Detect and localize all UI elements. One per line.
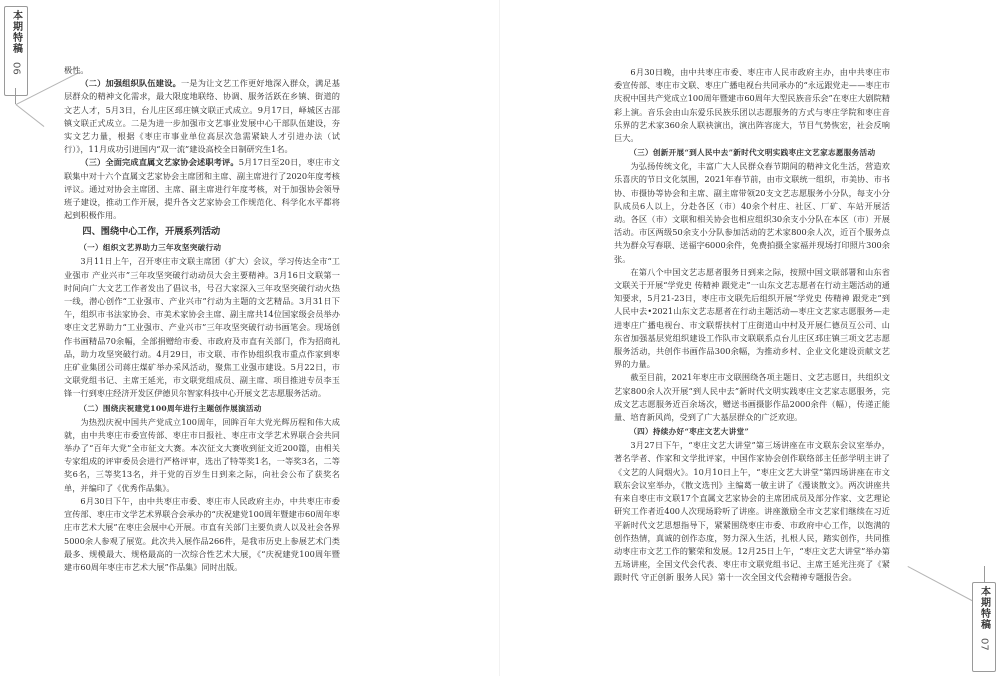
- paragraph-text: 一是为让文艺工作更好地深入群众，满足基层群众的精神文化需求，最大限度地联络、协调、服务活跃在乡镇、街道的文艺人才，5月3日，台儿庄区邳庄镇文联正式成立。9月17日，峄城区古邵镇文联正式成立。二是为进一步加强市文艺事业发展中心干部队伍建设，夯实文艺力量，根据《枣庄市事业单位高层次急需紧缺人才引进办法（试行）》，11月成功引进国内“双一流”建设高校全日制研究生1名。: [64, 78, 340, 155]
- section-tab-title: 本期特稿: [978, 586, 990, 630]
- subheading: （二）加强组织队伍建设。: [80, 78, 181, 89]
- paragraph: 截至目前，2021年枣庄市文联围绕各项主题日、文艺志愿日，共组织文艺家800余人次开展“到人民中去”新时代文明实践枣庄文艺家志愿服务，完成文艺志愿服务近百余场次，赠送书画摄影作品2000余件（幅），传递正能量、培育新风尚，受到了广大基层群众的广泛欢迎。: [614, 372, 890, 423]
- paragraph: 为热烈庆祝中国共产党成立100周年，回眸百年大党光辉历程和伟大成就，由中共枣庄市委宣传部、枣庄市日报社、枣庄市文学艺术界联合会共同举办了“百年大党”全市征文大赛。本次征文大赛收到征文近200篇，由相关专家组成的评审委员会进行严格评审，选出了特等奖1名，一等奖3名，二等奖6名，三等奖13名，并于党的百岁生日到来之际，向社会公布了获奖名单，并编印了《优秀作品集》。: [64, 416, 340, 493]
- paragraph: 为弘扬传统文化，丰富广大人民群众春节期间的精神文化生活，营造欢乐喜庆的节日文化氛围，2021年春节前，由市文联统一组织，市美协、市书协、市摄协等协会和主席、副主席带领20支文艺志愿服务小分队，每支小分队成员6人以上，分赴各区（市）40余个村庄、社区、厂矿、车站开展活动。各区（市）文联和相关协会也相应组织30余支小分队在本区（市）开展活动。市区两级50余支小分队参加活动的艺术家800余人次，近百个服务点共为群众写春联、送福字6000余件，免费拍摄全家福并现场打印照片300余张。: [614, 161, 890, 264]
- tab-connector-line: [984, 566, 985, 582]
- right-page: [500, 0, 1000, 676]
- paragraph: [64, 156, 340, 222]
- paragraph: 极性。: [64, 65, 89, 75]
- subsection-heading: （一）组织文艺界助力三年攻坚突破行动: [79, 243, 222, 253]
- paragraph: 在第八个中国文艺志愿者服务日到来之际，按照中国文联部署和山东省文联关于开展“学党史 传精神 跟党走”一山东文艺志愿者在行动主题活动的通知要求，5月21-23日，枣庄市文联先后组织开展“学党史 传精神 跟党走”到人民中去•2021山东文艺志愿者在行动主题活动—枣庄文艺家志愿服务—走进枣庄广播电视台、市文联帮扶村丁庄街道山中村及开展仁德员互公司、山东省加强基层党组织建设工作队市文联联系点台儿庄区邳庄镇三项文艺志愿服务活动，共创作书画作品300余幅，为推动乡村、企业文化建设贡献文艺界的力量。: [614, 266, 890, 370]
- page-number: 07: [978, 638, 990, 651]
- paragraph: 6月30日晚，由中共枣庄市委、枣庄市人民市政府主办，由中共枣庄市委宣传部、枣庄市文联、枣庄广播电视台共同承办的“永远跟党走——枣庄市庆祝中国共产党成立100周年暨建市60周年大型民族音乐会”在枣庄大剧院精彩上演。音乐会由山东爱乐民族乐团以志愿服务的方式与枣庄学院和枣庄音乐界的艺术家360余人联袂演出，演出阵容庞大，节目气势恢宏，社会反响巨大。: [614, 67, 890, 144]
- right-text-column: [614, 66, 890, 585]
- section-tab-left: [4, 6, 28, 96]
- paragraph-text: 5月17日至20日，枣庄市文联集中对十六个直属文艺家协会主席团和主席、副主席进行了2020年度考核评议。通过对协会主席团、主席、副主席进行年度考核，对于加强协会领导班子建设，推动工作开展，提升各文艺家协会工作规范化、科学化水平都将起到积极作用。: [64, 157, 340, 221]
- paragraph: [64, 77, 340, 156]
- tab-connector-line: [15, 88, 16, 104]
- decorative-diagonal-line: [908, 566, 979, 604]
- paragraph: 3月11日上午，召开枣庄市文联主席团（扩大）会议，学习传达全市“工业强市 产业兴市”三年攻坚突破行动动员大会主要精神。3月16日文联第一时间向广大文艺工作者发出了倡议书，号召大家深入三年攻坚突破行动火热一线，潜心创作“工业强市、产业兴市”行动为主题的文艺精品。3月31日下午，组织市书法家协会、市美术家协会主席、副主席共14位国家级会员举办枣庄文艺界助力“工业强市、产业兴市”三年攻坚突破行动书画笔会。现场创作书画精品70余幅，全部捐赠给市委、市政府及市直有关部门，作为招商礼品，助力攻坚突破行动。4月29日，市文联、市作协组织我市重点作家到枣庄矿业集团公司蒋庄煤矿举办采风活动，聚焦工业强市建设。5月22日，市文联党组书记、主席王延光，市文联党组成员、副主席、项目推进专员李玉锋一行到枣庄经济开发区伊德贝尔智家科技中心开展文艺志愿服务活动。: [64, 256, 340, 399]
- subsection-heading: （三）创新开展“到人民中去”新时代文明实践枣庄文艺家志愿服务活动: [629, 148, 876, 158]
- left-text-column: [64, 64, 340, 574]
- paragraph: 6月30日下午，由中共枣庄市委、枣庄市人民政府主办，中共枣庄市委宣传部、枣庄市文学艺术界联合会承办的“庆祝建党100周年暨建市60周年枣庄市艺术大展”在枣庄会展中心开展。市直有关部门主要负责人以及社会各界5000余人参观了展览。此次共入展作品266件，是我市历史上参展艺术门类最多、规模最大、规格最高的一次综合性艺术大展，《“庆祝建党100周年暨建市60周年枣庄市艺术大展”作品集》同时出版。: [64, 495, 340, 572]
- section-tab-title: 本期特稿: [10, 10, 22, 54]
- decorative-diagonal-line: [15, 104, 44, 127]
- paragraph: 3月27日下午，“枣庄文艺大讲堂”第三场讲座在市文联东会议室举办，著名学者、作家和文学批评家，中国作家协会创作联络部主任彭学明主讲了《文艺的人间烟火》。10月10日上午，“枣庄文艺大讲堂”第四场讲座在市文联东会议室举办，《散文选刊》主编葛一敏主讲了《漫谈散文》。两次讲座共有来自枣庄市文联17个直属文艺家协会的主席团成员及部分作家、文艺理论研究工作者近400人次现场聆听了讲座。讲座激励全市文艺家们继续在习近平新时代文艺思想指导下，紧紧围绕枣庄市委、市政府中心工作，以饱满的创作热情，真诚的创作态度，努力深入生活，扎根人民，踏实创作，共同推动枣庄市文艺工作的繁荣和发展。12月25日上午，“枣庄文艺大讲堂”举办第五场讲座，全国文代会代表、枣庄市文联党组书记、主席王延光注亮了《紧跟时代 守正创新 服务人民》第十一次全国文代会精神专题报告会。: [614, 440, 890, 583]
- subsection-heading: （二）围绕庆祝建党100周年进行主题创作展演活动: [79, 403, 262, 413]
- subheading: （三）全面完成直属文艺家协会述职考评。: [80, 157, 239, 168]
- subsection-heading: （四）持续办好“枣庄文艺大讲堂”: [629, 427, 750, 437]
- section-heading: 四、围绕中心工作，开展系列活动: [82, 226, 221, 238]
- section-tab-right: [972, 582, 996, 672]
- page-number: 06: [10, 62, 22, 75]
